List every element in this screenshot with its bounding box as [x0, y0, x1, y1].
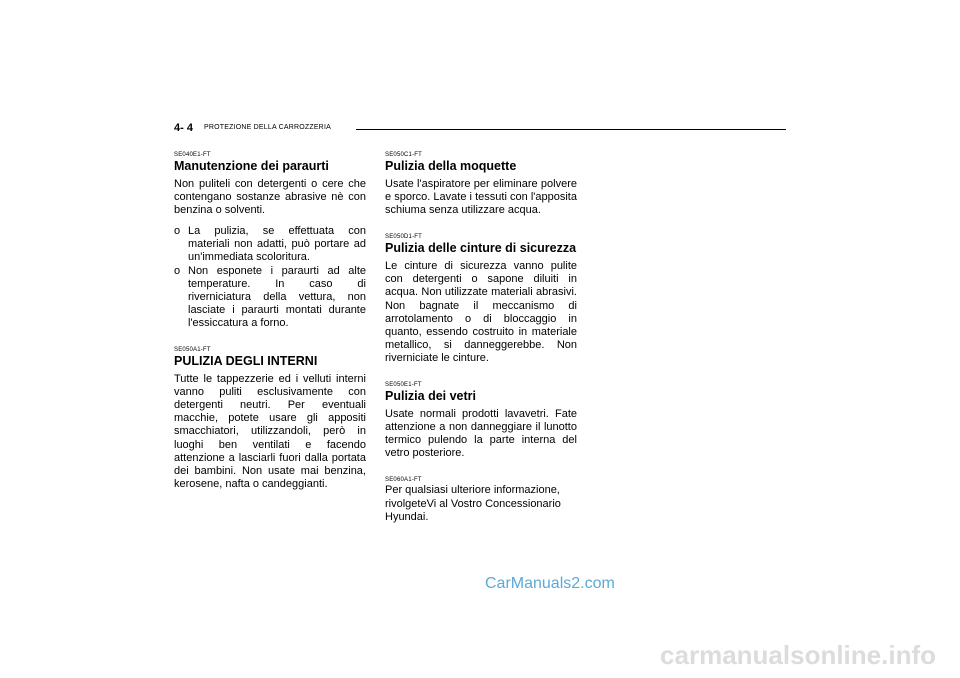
- section-heading: Pulizia delle cinture di sicurezza: [385, 241, 577, 256]
- watermark-carmanuals2: CarManuals2.com: [485, 575, 615, 592]
- section-code: SE050E1-FT: [385, 382, 422, 389]
- left-column: [174, 152, 366, 508]
- dealer-info-section: [385, 477, 577, 523]
- bullet-item: [174, 265, 366, 330]
- watermark-carmanualsonline: carmanualsonline.info: [660, 640, 936, 670]
- section-code: SE050D1-FT: [385, 234, 423, 241]
- bullet-mark: o: [174, 225, 181, 238]
- interior-cleaning-section: [174, 347, 366, 491]
- carpet-cleaning-section: [385, 152, 577, 217]
- header-rule: [356, 129, 786, 130]
- paragraph: Non puliteli con detergenti o cere che contengano sostanze abrasive nè con benzina o solventi.: [174, 178, 366, 217]
- seatbelt-cleaning-section: [385, 234, 577, 365]
- section-heading: PULIZIA DEGLI INTERNI: [174, 354, 318, 369]
- section-code: SE050A1-FT: [174, 347, 211, 354]
- bullet-item: [174, 225, 366, 264]
- page-header: [174, 122, 786, 136]
- paragraph: Per qualsiasi ulteriore informazione, rivolgeteVi al Vostro Concessionario Hyundai.: [385, 484, 561, 523]
- paragraph: Tutte le tappezzerie ed i velluti interni vanno puliti esclusivamente con detergenti neutri. Per eventuali macchie, potete usare gli appositi smacchiatori, utilizzandoli, però in luoghi ben ventilati e facendo attenzione a lasciarli fuori dalla portata dei bambini. Non usate mai benzina, kerosene, nafta o candeggianti.: [174, 373, 366, 490]
- section-heading: Pulizia dei vetri: [385, 389, 477, 404]
- section-code: SE040E1-FT: [174, 152, 211, 158]
- paragraph: Usate normali prodotti lavavetri. Fate attenzione a non danneggiare il lunotto termico pulendo la parte interna del vetro posteriore.: [385, 408, 577, 460]
- section-title: PROTEZIONE DELLA CARROZZERIA: [204, 124, 331, 131]
- paragraph: Usate l'aspiratore per eliminare polvere e sporco. Lavate i tessuti con l'apposita schiuma senza utilizzare acqua.: [385, 178, 577, 217]
- bullet-text: La pulizia, se effettuata con materiali non adatti, può portare ad un'immediata scoloritura.: [188, 225, 366, 264]
- right-column: [385, 152, 577, 541]
- bullet-mark: o: [174, 264, 181, 277]
- section-heading: Manutenzione dei paraurti: [174, 159, 329, 173]
- bullet-list: [174, 225, 366, 330]
- page-number: 4- 4: [174, 122, 193, 134]
- paragraph: Le cinture di sicurezza vanno pulite con detergenti o sapone diluiti in acqua. Non utilizzate materiali abrasivi. Non bagnate il meccanismo di arrotolamento o di bloccaggio in quanto, essendo costruito in materiale metallico, si danneggerebbe. Non riverniciate le cinture.: [385, 260, 577, 364]
- bumper-maintenance-section: [174, 152, 366, 330]
- section-code: SE050C1-FT: [385, 152, 423, 158]
- bullet-text: Non esponete i paraurti ad alte temperature. In caso di riverniciatura della vettura, non lasciate i paraurti montati durante l'essiccatura a forno.: [188, 264, 366, 329]
- section-heading: Pulizia della moquette: [385, 159, 517, 173]
- section-code: SE060A1-FT: [385, 477, 422, 484]
- glass-cleaning-section: [385, 382, 577, 460]
